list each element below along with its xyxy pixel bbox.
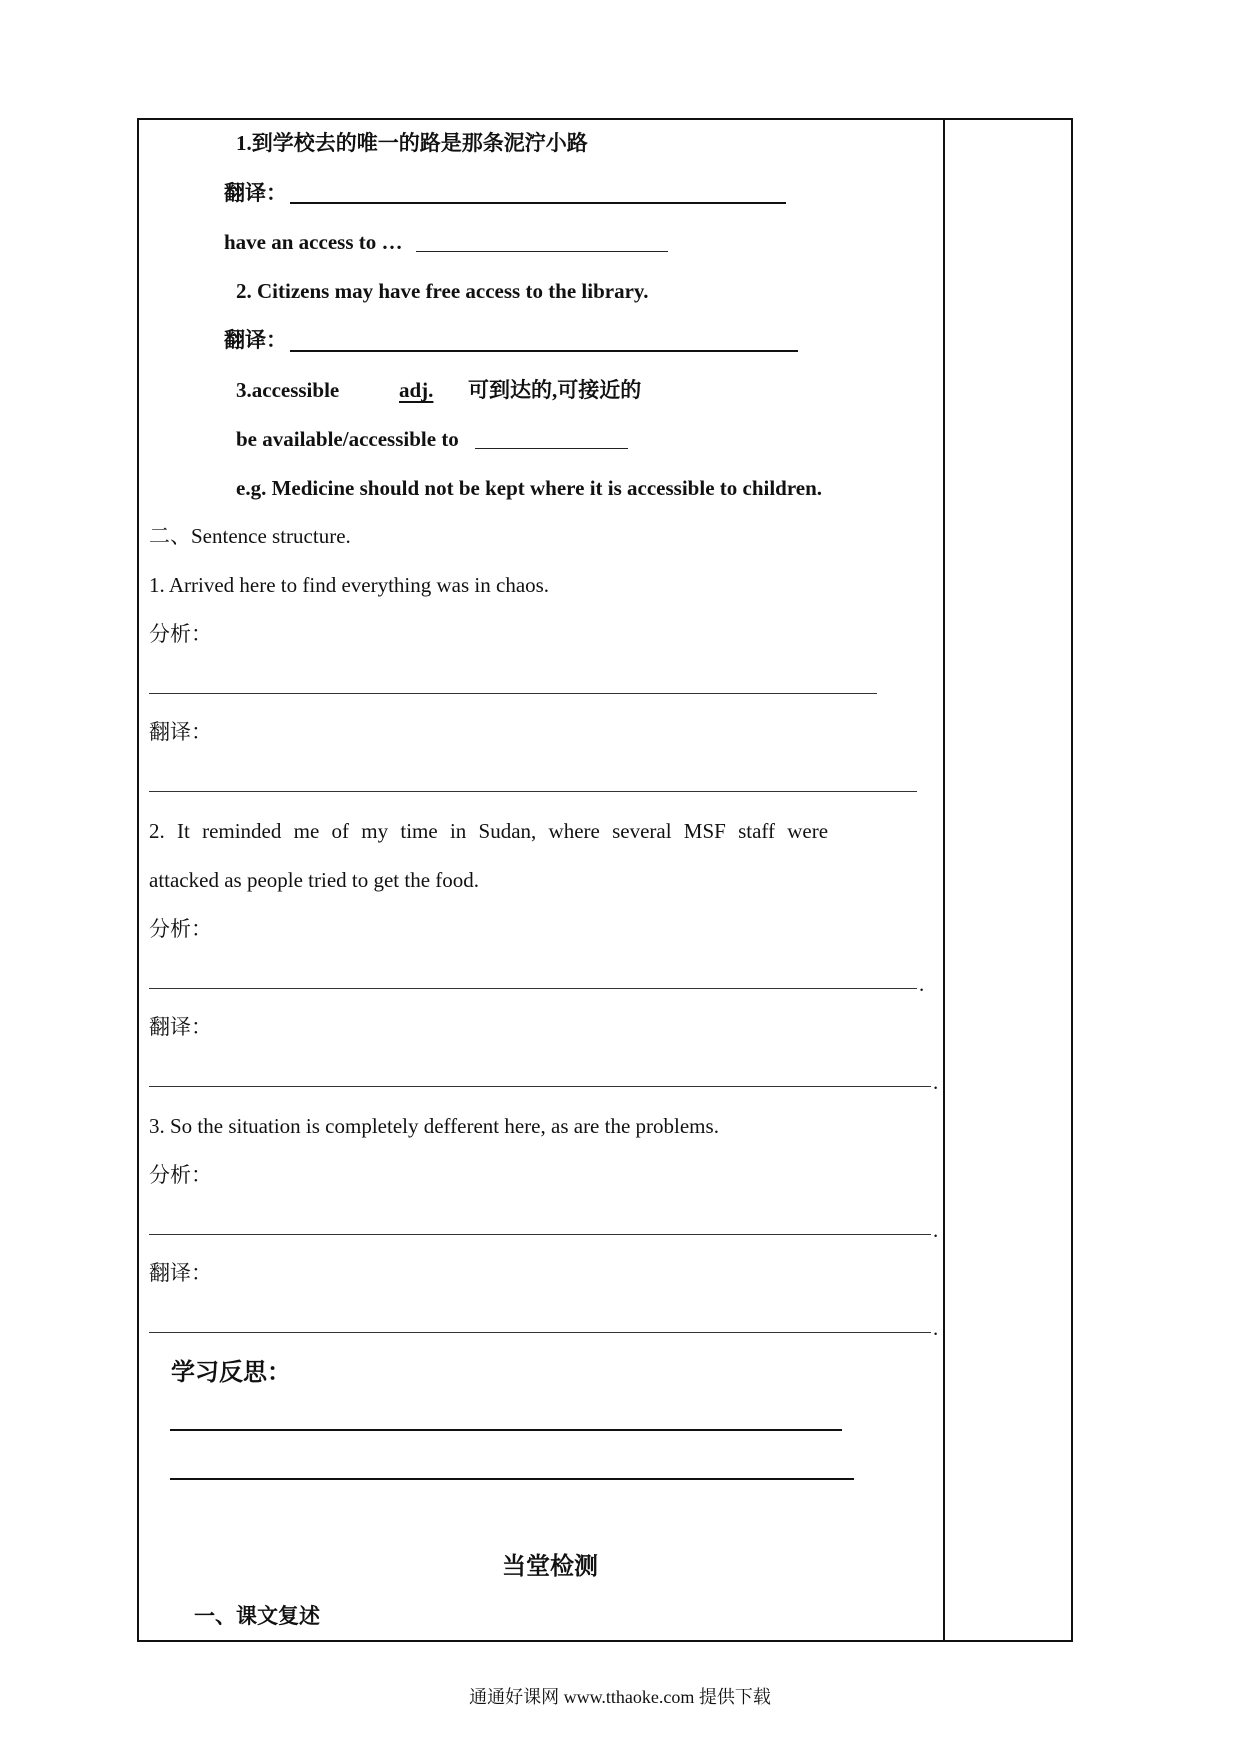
sentence-2-translate-line[interactable] bbox=[149, 1086, 931, 1088]
sentence-1-translate-line[interactable] bbox=[149, 791, 917, 793]
period-mark: . bbox=[919, 972, 925, 996]
period-mark: . bbox=[933, 1218, 939, 1242]
item3-word: 3.accessible bbox=[236, 378, 340, 402]
answer-line-4[interactable] bbox=[475, 448, 628, 449]
item2-text: 2. Citizens may have free access to the library. bbox=[236, 279, 649, 303]
period-mark: . bbox=[933, 1070, 939, 1094]
sentence-1-analysis-label: 分析： bbox=[149, 622, 212, 646]
section2-heading: 二、Sentence structure. bbox=[149, 524, 351, 548]
reflection-line-2[interactable] bbox=[170, 1478, 854, 1480]
sentence-3-translate-line[interactable] bbox=[149, 1332, 931, 1334]
check-title: 当堂检测 bbox=[502, 1554, 598, 1580]
sentence-3-analysis-line[interactable] bbox=[149, 1234, 931, 1236]
item1-text: 1.到学校去的唯一的路是那条泥泞小路 bbox=[236, 131, 588, 155]
table-column-divider bbox=[943, 118, 945, 1642]
sentence-2-analysis-label: 分析： bbox=[149, 917, 212, 941]
item3-meaning: 可到达的,可接近的 bbox=[468, 378, 642, 402]
sentence-1: 1. Arrived here to find everything was in chaos. bbox=[149, 573, 550, 597]
sentence-2-line1: 2. It reminded me of my time in Sudan, where several MSF staff were bbox=[149, 819, 829, 843]
example-text: e.g. Medicine should not be kept where it is accessible to children. bbox=[236, 476, 823, 500]
sentence-2-analysis-line[interactable] bbox=[149, 988, 917, 990]
answer-line-3[interactable] bbox=[290, 350, 798, 352]
sentence-1-analysis-line[interactable] bbox=[149, 693, 877, 695]
translate-label-1: 翻译： bbox=[224, 181, 287, 205]
item3-pos: adj. bbox=[399, 378, 434, 402]
sentence-2-line2: attacked as people tried to get the food. bbox=[149, 868, 480, 892]
sentence-2-translate-label: 翻译： bbox=[149, 1015, 212, 1039]
reflection-title: 学习反思： bbox=[171, 1360, 291, 1386]
sentence-3: 3. So the situation is completely defferent here, as are the problems. bbox=[149, 1114, 719, 1138]
reflection-line-1[interactable] bbox=[170, 1429, 842, 1431]
sentence-1-translate-label: 翻译： bbox=[149, 720, 212, 744]
phrase-text: have an access to … bbox=[224, 230, 403, 254]
sentence-3-analysis-label: 分析： bbox=[149, 1163, 212, 1187]
check-part1: 一、课文复述 bbox=[194, 1604, 320, 1628]
period-mark: . bbox=[933, 1316, 939, 1340]
translate-label-2: 翻译： bbox=[224, 328, 287, 352]
be-available-text: be available/accessible to bbox=[236, 427, 459, 451]
footer-text: 通通好课网 www.tthaoke.com 提供下载 bbox=[469, 1687, 771, 1707]
answer-line-2[interactable] bbox=[416, 251, 668, 252]
answer-line-1[interactable] bbox=[290, 202, 786, 204]
sentence-3-translate-label: 翻译： bbox=[149, 1261, 212, 1285]
